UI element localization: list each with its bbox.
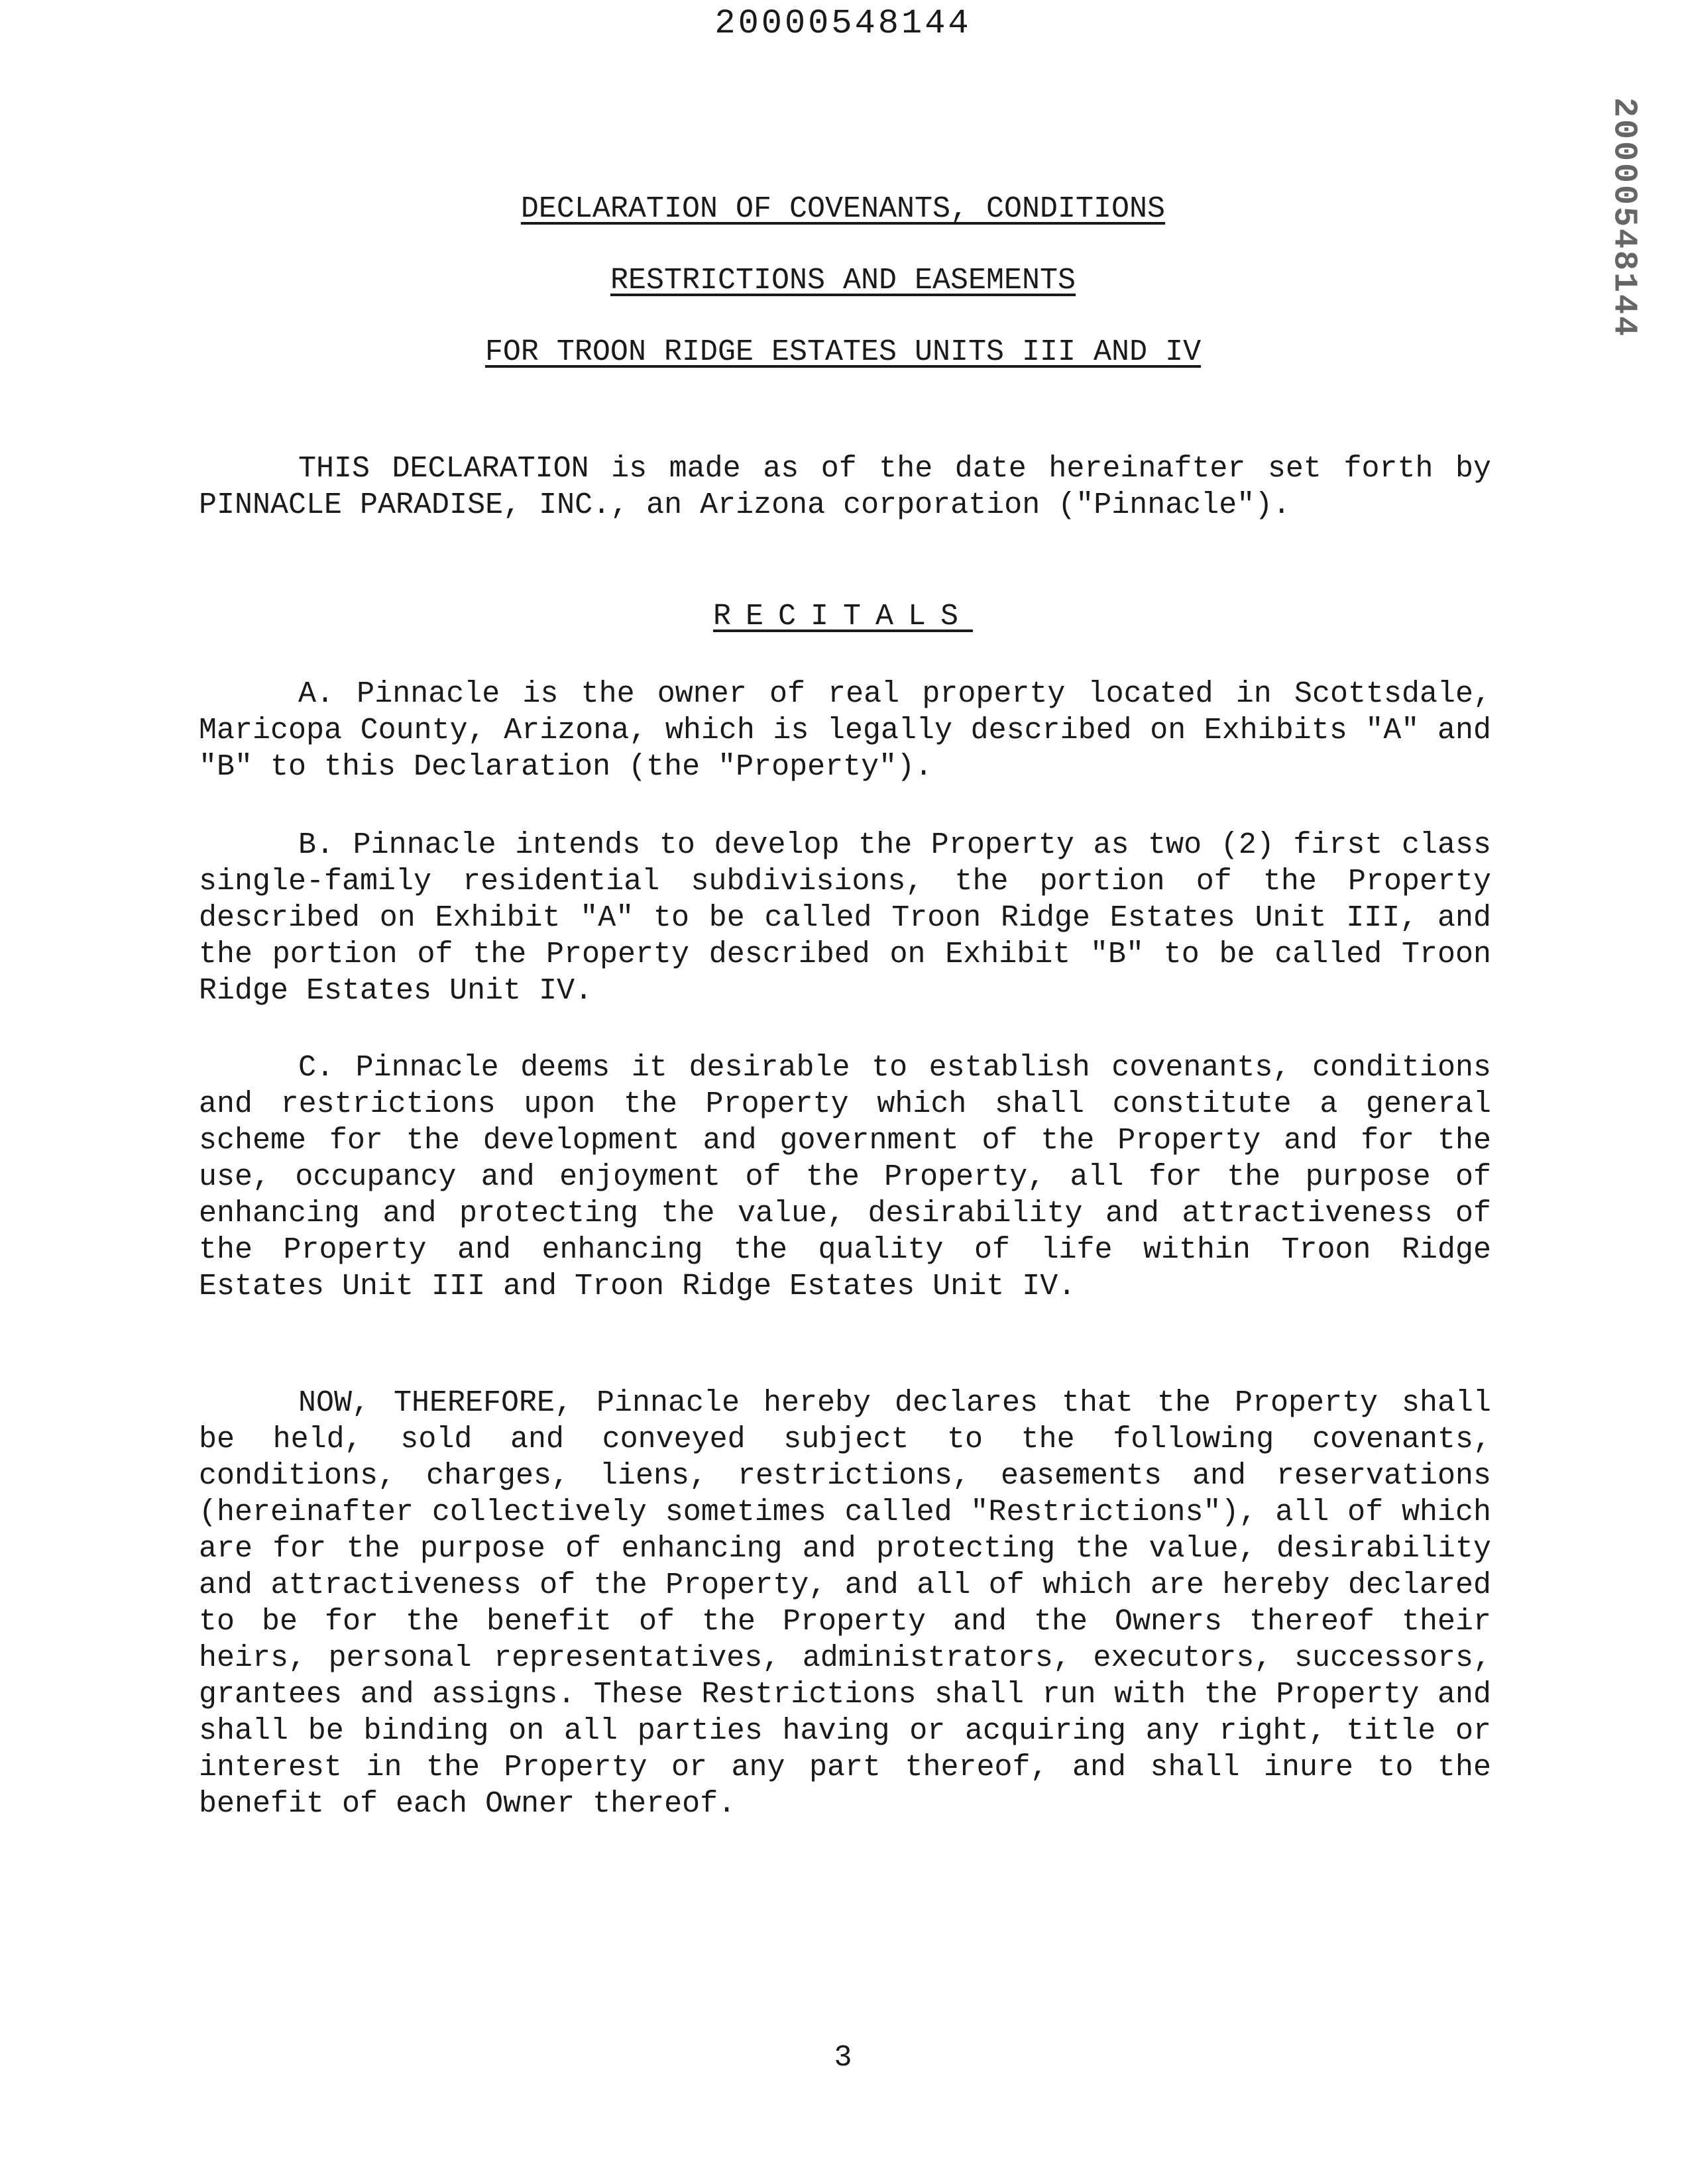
- intro-paragraph: THIS DECLARATION is made as of the date hereinafter set forth by PINNACLE PARADISE, INC., an Arizona corporation ("Pinnacle").: [199, 452, 1491, 522]
- title-line-1: DECLARATION OF COVENANTS, CONDITIONS: [520, 192, 1166, 226]
- recital-c-paragraph: C. Pinnacle deems it desirable to establish covenants, conditions and restrictions upon the Property which shall constitute a general scheme for the development and government of the Property and for the use, occupancy and enjoyment of the Property, all for the purpose of enhancing and protecting the value, desirability and attractiveness of the Property and enhancing the quality of life within Troon Ridge Estates Unit III and Troon Ridge Estates Unit IV.: [199, 1051, 1491, 1303]
- recitals-heading: RECITALS: [712, 600, 974, 633]
- recital-b-paragraph: B. Pinnacle intends to develop the Property as two (2) first class single-family residential subdivisions, the portion of the Property described on Exhibit "A" to be called Troon Ridge Estates Unit III, and the portion of the Property described on Exhibit "B" to be called Troon Ridge Estates Unit IV.: [199, 828, 1491, 1008]
- side-recording-stamp: 20000548144: [1604, 97, 1643, 339]
- recital-a-paragraph: A. Pinnacle is the owner of real property located in Scottsdale, Maricopa County, Arizona, which is legally described on Exhibits "A" and "B" to this Declaration (the "Property").: [199, 677, 1491, 784]
- document-number-top: 20000548144: [714, 4, 972, 43]
- title-line-3: FOR TROON RIDGE ESTATES UNITS III AND IV: [484, 335, 1202, 369]
- now-therefore-paragraph: NOW, THEREFORE, Pinnacle hereby declares that the Property shall be held, sold and conveyed subject to the following covenants, conditions, charges, liens, restrictions, easements and reservations (hereinafter collectively sometimes called "Restrictions"), all of which are for the purpose of enhancing and protecting the value, desirability and attractiveness of the Property, and all of which are hereby declared to be for the benefit of the Property and the Owners thereof their heirs, personal representatives, administrators, executors, successors, grantees and assigns. These Restrictions shall run with the Property and shall be binding on all parties having or acquiring any right, title or interest in the Property or any part thereof, and shall inure to the benefit of each Owner thereof.: [199, 1386, 1491, 1821]
- title-line-2: RESTRICTIONS AND EASEMENTS: [610, 264, 1076, 298]
- page-number: 3: [834, 2041, 852, 2075]
